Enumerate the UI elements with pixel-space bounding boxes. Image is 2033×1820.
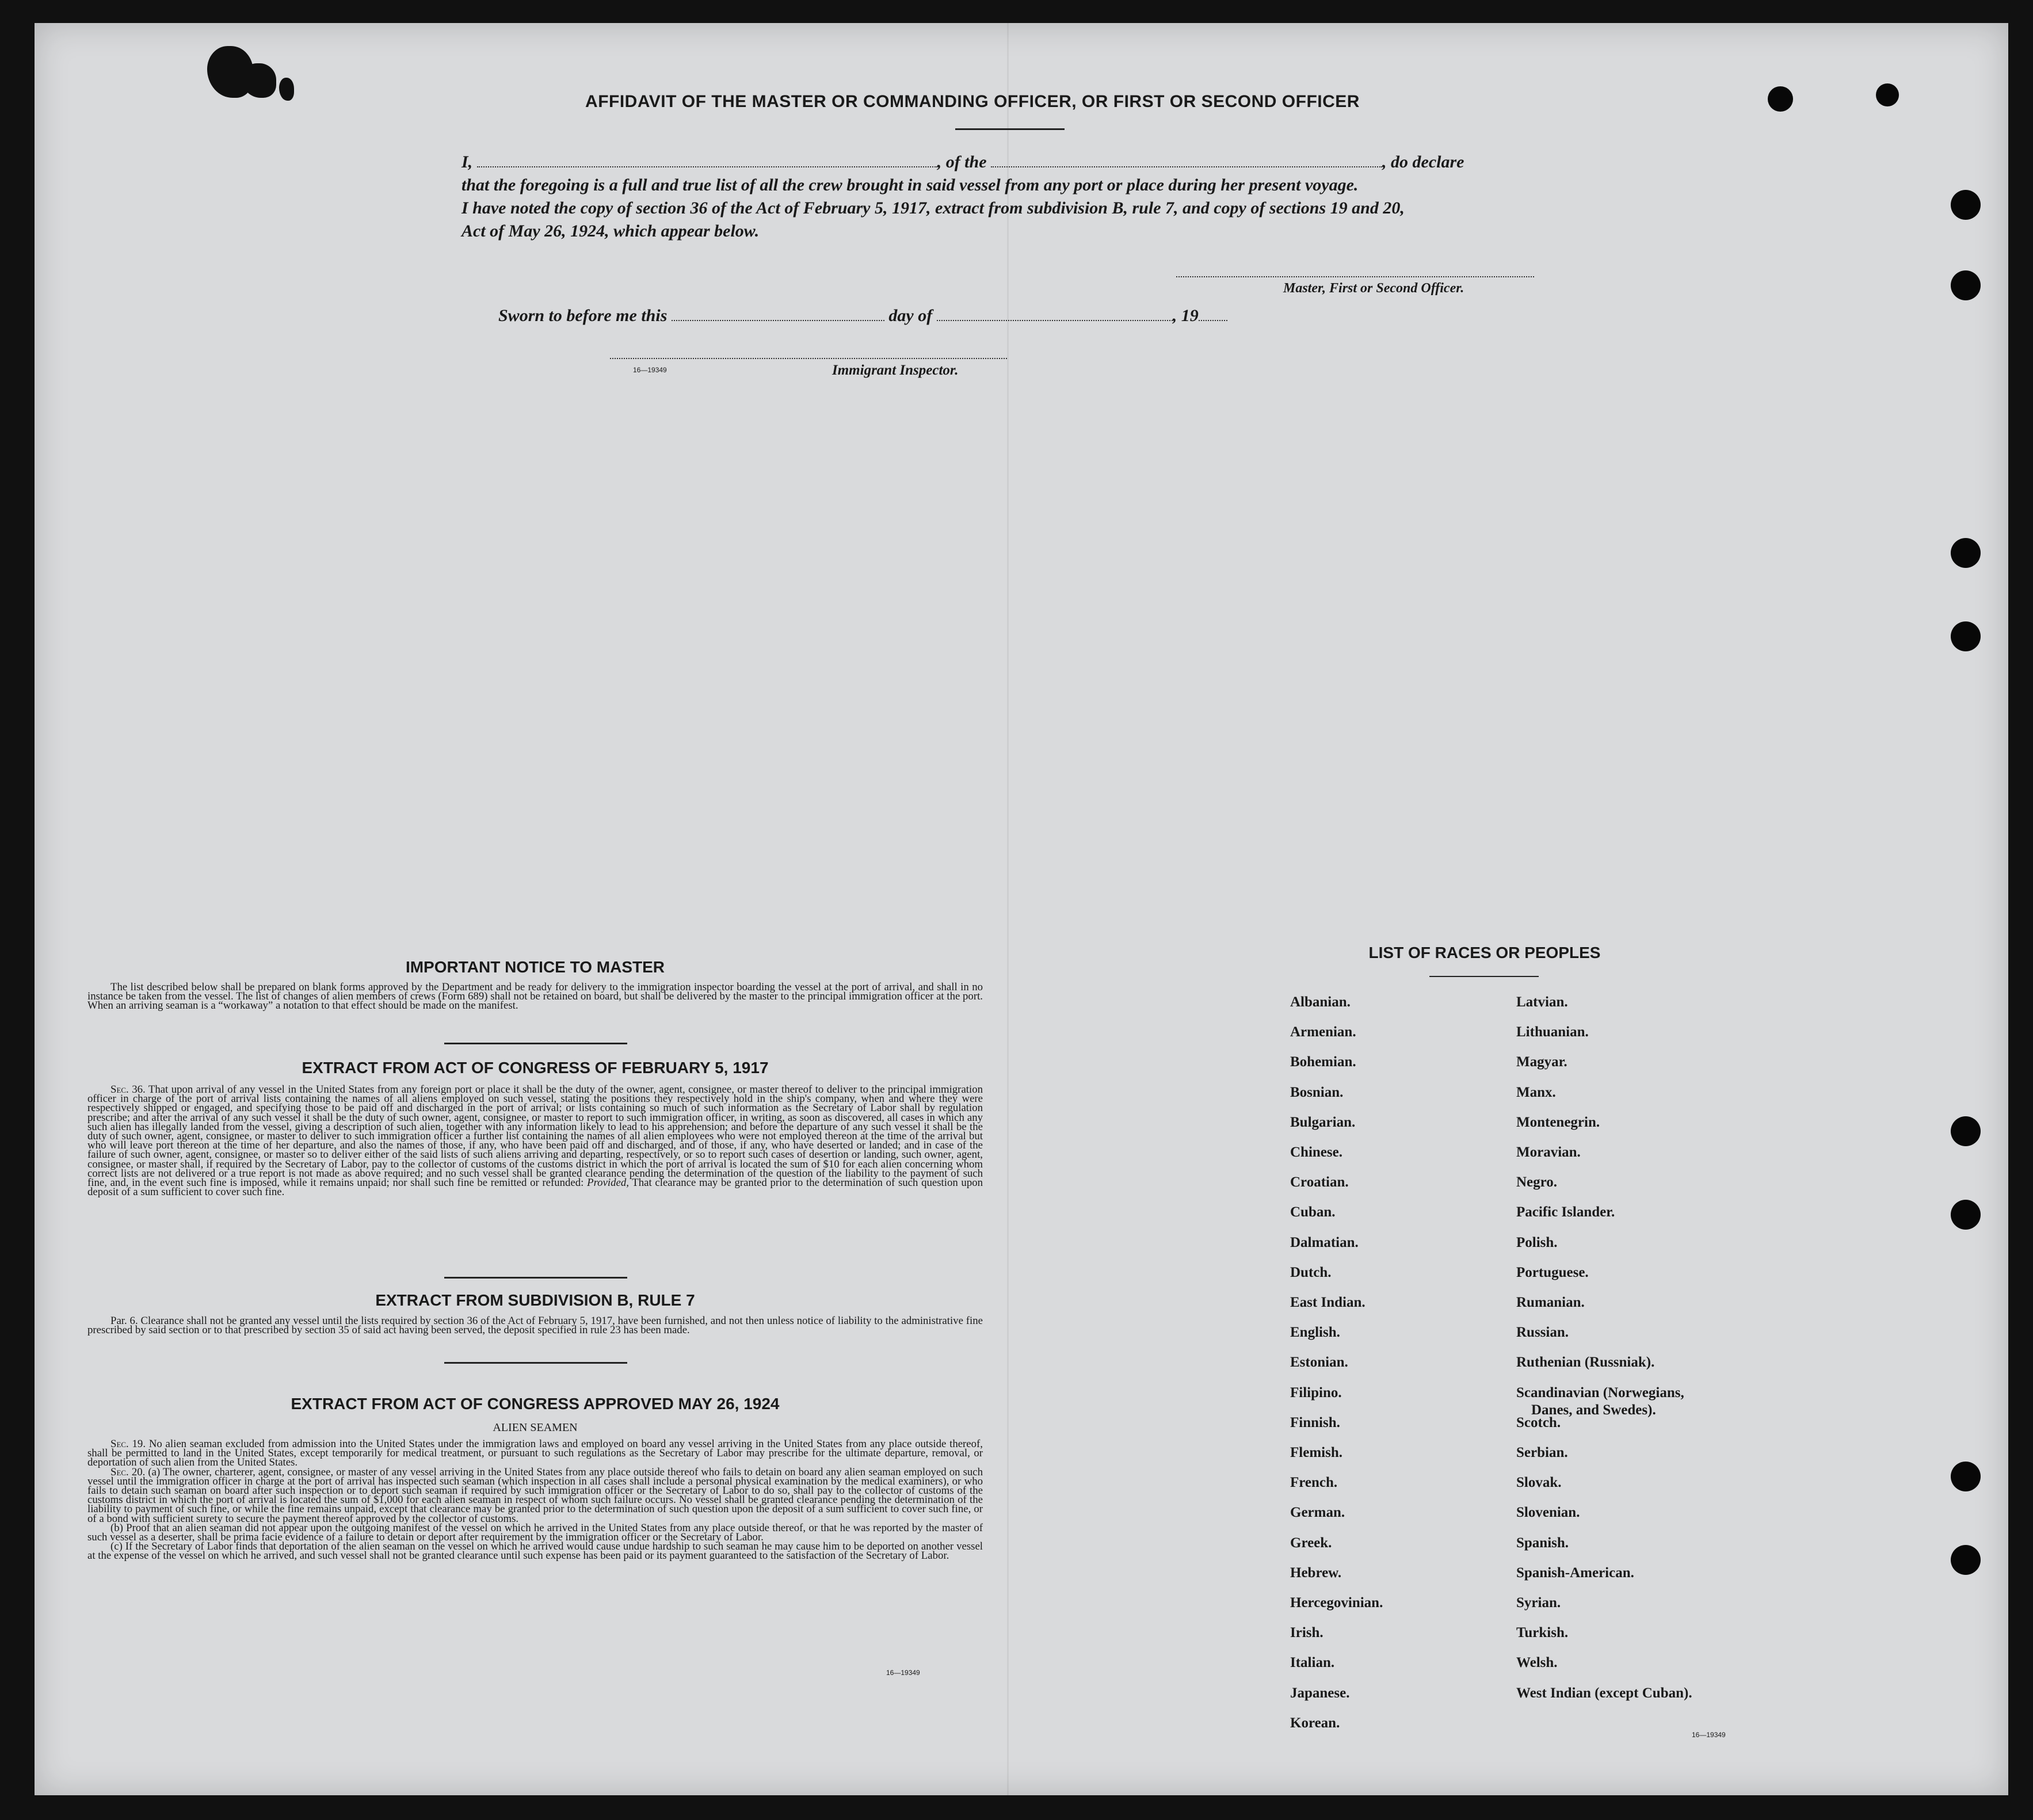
race-item: Flemish.	[1290, 1445, 1342, 1460]
divider	[444, 1362, 627, 1364]
race-item: Filipino.	[1290, 1384, 1342, 1401]
form-number: 16—19349	[633, 366, 667, 374]
race-item: West Indian (except Cuban).	[1516, 1685, 1692, 1701]
race-item: Bohemian.	[1290, 1054, 1356, 1070]
extract-1924-text	[87, 1440, 983, 1561]
race-item: Manx.	[1516, 1084, 1556, 1100]
form-number: 16—19349	[1692, 1731, 1726, 1739]
affidavit-of-the: , of the	[937, 152, 987, 171]
section-label: Sec. 36.	[110, 1083, 146, 1096]
punch-hole	[1951, 538, 1981, 568]
extract-1924-title: EXTRACT FROM ACT OF CONGRESS APPROVED MAY 26, 1924	[291, 1395, 780, 1413]
section-36-text: That upon arrival of any vessel in the United States from any foreign port or place it shall be the duty of the owner, agent, consignee, or master thereof to deliver to the principal immigration officer in charge of the port of arrival lists containing the names of all aliens employed on such vessel, stating the positions they respectively hold in the ship's company, when and where they were respectively shipped or engaged, and specifying those to be paid off and discharged in the port of arrival; or lists containing so much of such information as the Secretary of Labor shall by regulation prescribe; and after the arrival of any such vessel it shall be the duty of such owner, agent, consignee, or master to report to such immigration officer, in writing, as soon as discovered, all cases in which any such alien has illegally landed from the vessel, giving a description of such alien, together with any information likely to lead to his apprehension; and before the departure of any such vessel it shall be the duty of such owner, agent, consignee, or master to deliver to such immigration officer a further list containing the names of all alien employees who were not employed thereon at the time of the arrival but who will leave port thereon at the time of her departure, and also the names of those, if any, who have been paid off and discharged, and of those, if any, who have deserted or landed; and in case of the failure of such owner, agent, consignee, or master so to deliver either of the said lists of such aliens arriving and departing, respectively, or so to report such cases of desertion or landing, such owner, agent, consignee, or master shall, if required by the Secretary of Labor, pay to the collector of customs of the customs district in which the port of arrival is located the sum of $10 for each alien concerning whom correct lists are not delivered or a true report is not made as above required; and no such vessel shall be granted clearance pending the determination of the question of the liability to the payment of such fine, and, in the event such fine is imposed, while it remains unpaid; nor shall such fine be remitted or refunded:	[87, 1083, 983, 1189]
affidavit-line-4: Act of May 26, 1924, which appear below.	[461, 222, 760, 241]
document-page	[35, 23, 2008, 1795]
race-item: Welsh.	[1516, 1655, 1558, 1671]
affidavit-line-3: I have noted the copy of section 36 of the Act of February 5, 1917, extract from subdivision B, rule 7, and copy of sections 19 and 20,	[461, 199, 1405, 218]
race-item: Irish.	[1290, 1625, 1323, 1641]
sworn-year-blank	[1199, 306, 1227, 321]
notice-paragraph: The list described below shall be prepared on blank forms approved by the Department and be ready for delivery to the immigration inspector boarding the vessel at the port of arrival, and shall in no instance be taken from the vessel. The list of changes of alien members of crews (Form 689) shall not be retained on board, but shall be delivered by the master to the principal immigration officer at the port. When an arriving seaman is a “workaway” a notation to that effect should be made on the manifest.	[87, 981, 983, 1012]
race-item: Pacific Islander.	[1516, 1204, 1615, 1220]
divider	[444, 1277, 627, 1279]
race-item: Spanish-American.	[1516, 1565, 1634, 1581]
sworn-day-blank	[672, 306, 884, 321]
affidavit-declare: , do declare	[1382, 152, 1464, 171]
section-36-end: That clearance may be granted prior to the determination of such question upon deposit of a sum sufficient to cover such fine.	[87, 1177, 983, 1199]
punch-hole	[1951, 190, 1981, 220]
punch-hole	[1768, 86, 1793, 112]
race-item: Turkish.	[1516, 1625, 1569, 1641]
race-item: Lithuanian.	[1516, 1024, 1589, 1040]
punch-hole	[1951, 270, 1981, 300]
inspector-label: Immigrant Inspector.	[832, 363, 959, 378]
section-20a-text: (a) The owner, charterer, agent, consignee, or master of any vessel arriving in the United States from any place outside thereof who fails to detain on board any alien seaman employed on such vessel until the immigration officer in charge at the port of arrival has inspected such seaman (which inspection in all cases shall include a personal physical examination by the medical examiners), or who fails to detain such seaman on board after such inspection or to deport such seaman if required by such immigration officer or the Secretary of Labor to do so, shall pay to the collector of customs of the customs district in which the port of arrival is located the sum of $1,000 for each alien seaman in respect of whom such failure occurs. No vessel shall be granted clearance pending the determination of the liability to payment of such fine, or while the fine remains unpaid, except that clearance may be granted prior to the determination of such question upon the deposit of a sum sufficient to cover such fine, or of a bond with sufficient surety to secure the payment thereof approved by the collector of customs.	[87, 1466, 983, 1525]
race-item: Syrian.	[1516, 1595, 1561, 1611]
race-item: Magyar.	[1516, 1054, 1567, 1070]
race-item: Hercegovinian.	[1290, 1595, 1383, 1611]
form-number: 16—19349	[886, 1669, 920, 1677]
sworn-day: day of	[888, 306, 933, 325]
punch-hole	[1876, 83, 1899, 106]
race-item: Croatian.	[1290, 1174, 1349, 1191]
race-item: Bosnian.	[1290, 1084, 1344, 1100]
section-19-text: No alien seaman excluded from admission into the United States under the immigration laws and employed on board any vessel arriving in the United States from any place outside thereof, shall be permitted to land in the United States, except temporarily for medical treatment, or pursuant to such regulations as the Secretary of Labor may prescribe for the ultimate departure, removal, or deportation of such alien from the United States.	[87, 1438, 983, 1469]
race-item: Dalmatian.	[1290, 1234, 1359, 1250]
race-item: Estonian.	[1290, 1354, 1348, 1371]
notice-text	[87, 983, 983, 1011]
divider	[955, 128, 1065, 130]
race-item: East Indian.	[1290, 1295, 1365, 1310]
race-item: Scotch.	[1516, 1414, 1561, 1430]
race-item: Moravian.	[1516, 1144, 1581, 1160]
race-item: Montenegrin.	[1516, 1114, 1600, 1130]
affidavit-i: I,	[461, 152, 473, 171]
section-20c-text: (c) If the Secretary of Labor finds that deportation of the alien seaman on the vessel on which he arrived would cause undue hardship to such seaman he may cause him to be deported on another vessel at the expense of the vessel on which he arrived, and such vessel shall not be granted clearance until such expense has been paid or its payment guaranteed to the satisfaction of the Secretary of Labor.	[87, 1540, 983, 1562]
race-item: Japanese.	[1290, 1685, 1350, 1701]
race-item: Rumanian.	[1516, 1295, 1585, 1310]
race-item: Slovak.	[1516, 1475, 1562, 1491]
rule-7-title: EXTRACT FROM SUBDIVISION B, RULE 7	[375, 1291, 695, 1309]
race-item: Cuban.	[1290, 1204, 1336, 1220]
vessel-blank	[991, 152, 1382, 167]
sworn-prefix: Sworn to before me this	[498, 306, 668, 325]
signature-label: Master, First or Second Officer.	[1283, 281, 1464, 296]
race-item: Negro.	[1516, 1174, 1558, 1191]
race-item: Serbian.	[1516, 1445, 1568, 1460]
race-item: Spanish.	[1516, 1535, 1569, 1551]
punch-hole	[1951, 1116, 1981, 1146]
races-title: LIST OF RACES OR PEOPLES	[1368, 944, 1601, 961]
race-item: Danes, and Swedes).	[1531, 1402, 1656, 1418]
race-item: Chinese.	[1290, 1144, 1342, 1160]
affidavit-title: AFFIDAVIT OF THE MASTER OR COMMANDING OFFICER, OR FIRST OR SECOND OFFICER	[585, 92, 1360, 111]
rule-7-paragraph: Par. 6. Clearance shall not be granted any vessel until the lists required by section 36 of the Act of February 5, 1917, have been furnished, and not then unless notice of liability to the administrative fine prescribed by said section or to that prescribed by section 35 of said act having been served, the deposit specified in rule 23 has been made.	[87, 1315, 983, 1337]
race-item: Greek.	[1290, 1535, 1332, 1551]
race-item: Korean.	[1290, 1715, 1340, 1731]
section-19-label: Sec. 19.	[110, 1438, 146, 1450]
race-item: English.	[1290, 1325, 1340, 1341]
race-item: Finnish.	[1290, 1414, 1340, 1430]
race-item: Latvian.	[1516, 994, 1568, 1010]
rule-7-text	[87, 1317, 983, 1335]
divider	[1429, 976, 1539, 977]
provided-word: Provided,	[587, 1177, 629, 1189]
race-item: Hebrew.	[1290, 1565, 1342, 1581]
race-item: Portuguese.	[1516, 1264, 1589, 1280]
race-item: German.	[1290, 1505, 1345, 1521]
race-item: Albanian.	[1290, 994, 1351, 1010]
section-20b-text: (b) Proof that an alien seaman did not appear upon the outgoing manifest of the vessel on which he arrived in the United States from any place outside thereof, or that he was reported by the master of such vessel as a deserter, shall be prima facie evidence of a failure to detain or deport after requirement by the immigration officer or the Secretary of Labor.	[87, 1521, 983, 1544]
sworn-line	[498, 306, 1227, 326]
race-item: Armenian.	[1290, 1024, 1356, 1040]
ink-blot	[279, 78, 294, 101]
affidavit-line-1	[461, 151, 1589, 174]
race-item: Ruthenian (Russniak).	[1516, 1354, 1655, 1371]
sworn-year: , 19	[1172, 306, 1199, 325]
race-item: Scandinavian (Norwegians,	[1516, 1384, 1684, 1401]
inspector-signature-line	[610, 358, 1007, 359]
signature-line	[1176, 276, 1534, 277]
race-item: Italian.	[1290, 1655, 1335, 1671]
punch-hole	[1951, 1200, 1981, 1230]
punch-hole	[1951, 621, 1981, 651]
extract-1917-title: EXTRACT FROM ACT OF CONGRESS OF FEBRUARY 5, 1917	[302, 1059, 769, 1077]
name-blank	[477, 152, 937, 167]
race-item: Slovenian.	[1516, 1505, 1580, 1521]
extract-1917-text	[87, 1085, 983, 1197]
affidavit-line-2: that the foregoing is a full and true list of all the crew brought in said vessel from any port or place during her present voyage.	[461, 175, 1359, 194]
alien-seamen-subtitle: ALIEN SEAMEN	[493, 1421, 578, 1434]
punch-hole	[1951, 1462, 1981, 1491]
race-item: Dutch.	[1290, 1264, 1332, 1280]
race-item: Russian.	[1516, 1325, 1569, 1341]
race-item: French.	[1290, 1475, 1338, 1491]
section-20-label: Sec. 20.	[110, 1466, 146, 1478]
notice-title: IMPORTANT NOTICE TO MASTER	[405, 958, 665, 976]
page-fold	[1007, 23, 1009, 1795]
sworn-month-blank	[937, 306, 1173, 321]
race-item: Bulgarian.	[1290, 1114, 1356, 1130]
affidavit-statement	[461, 151, 1589, 243]
punch-hole	[1951, 1545, 1981, 1575]
race-item: Polish.	[1516, 1234, 1558, 1250]
divider	[444, 1043, 627, 1044]
